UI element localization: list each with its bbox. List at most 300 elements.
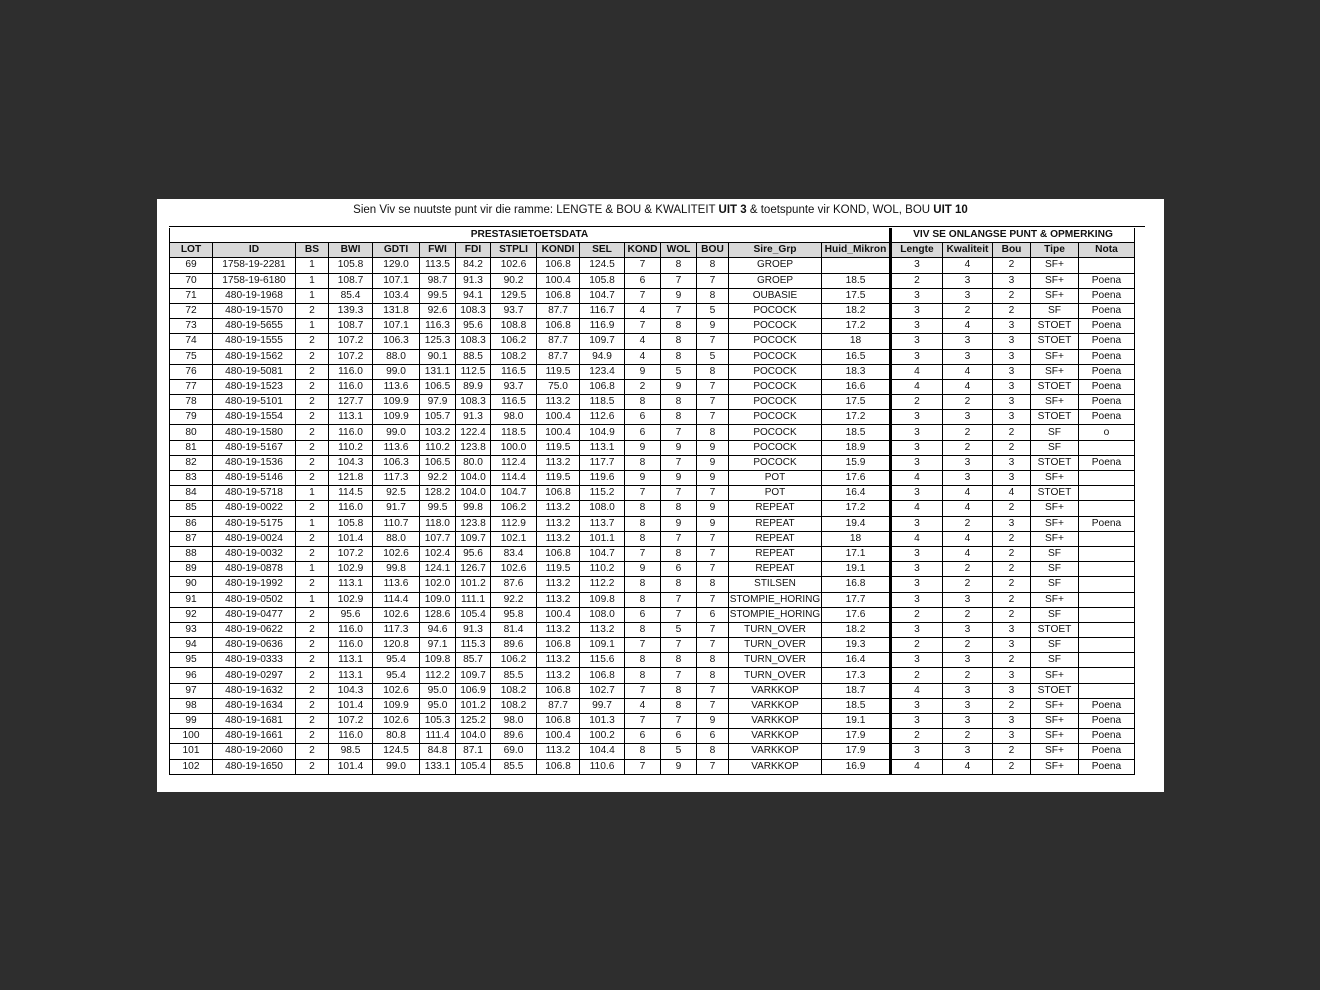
table-cell: 480-19-5081 <box>213 364 296 379</box>
table-cell: SF <box>1031 653 1079 668</box>
table-cell: 124.5 <box>580 258 625 273</box>
table-cell: 17.5 <box>822 288 891 303</box>
table-cell: 116.0 <box>329 729 373 744</box>
table-row <box>170 455 1135 470</box>
table-cell: Poena <box>1079 714 1135 729</box>
table-cell: 89.6 <box>491 638 537 653</box>
column-header: Sire_Grp <box>729 243 822 258</box>
table-cell: 113.2 <box>537 744 580 759</box>
table-cell: 7 <box>661 531 697 546</box>
table-cell <box>1079 562 1135 577</box>
table-cell: 107.1 <box>373 319 420 334</box>
table-cell: 3 <box>993 516 1031 531</box>
table-cell: POCOCK <box>729 303 822 318</box>
table-cell: 8 <box>625 395 661 410</box>
table-cell: 480-19-1523 <box>213 379 296 394</box>
table-cell: 4 <box>943 258 993 273</box>
table-cell: 110.6 <box>580 759 625 774</box>
table-cell: 4 <box>891 379 943 394</box>
table-cell: SF <box>1031 638 1079 653</box>
table-cell: 4 <box>891 471 943 486</box>
table-cell: 113.2 <box>537 531 580 546</box>
table-cell: STOET <box>1031 455 1079 470</box>
table-cell: 480-19-0622 <box>213 622 296 637</box>
table-cell: 113.2 <box>537 622 580 637</box>
table-cell: 2 <box>296 638 329 653</box>
column-header: Bou <box>993 243 1031 258</box>
table-cell: 2 <box>943 638 993 653</box>
table-cell: 104.0 <box>456 729 491 744</box>
table-cell: 2 <box>296 455 329 470</box>
sheet-heading <box>157 204 1164 216</box>
column-header: LOT <box>170 243 213 258</box>
table-cell: 480-19-5655 <box>213 319 296 334</box>
table-cell: 3 <box>891 516 943 531</box>
table-cell: 8 <box>661 653 697 668</box>
table-cell: 16.4 <box>822 486 891 501</box>
table-cell: 104.7 <box>580 288 625 303</box>
table-cell: 124.5 <box>373 744 420 759</box>
table-cell: STOET <box>1031 410 1079 425</box>
table-cell: 8 <box>625 592 661 607</box>
table-row <box>170 334 1135 349</box>
table-cell: 3 <box>943 714 993 729</box>
table-cell: 106.8 <box>537 714 580 729</box>
table-cell: 125.2 <box>456 714 491 729</box>
table-row <box>170 577 1135 592</box>
table-cell: 1 <box>296 516 329 531</box>
table-cell: 104.0 <box>456 471 491 486</box>
table-cell: SF+ <box>1031 471 1079 486</box>
table-cell: 108.0 <box>580 607 625 622</box>
table-cell: 480-19-5175 <box>213 516 296 531</box>
table-cell: 113.2 <box>537 653 580 668</box>
table-cell: 131.1 <box>420 364 456 379</box>
table-cell: 95.8 <box>491 607 537 622</box>
table-cell: 9 <box>697 714 729 729</box>
table-cell: 107.7 <box>420 531 456 546</box>
table-cell <box>1079 258 1135 273</box>
table-cell: POCOCK <box>729 425 822 440</box>
table-cell: 7 <box>697 759 729 774</box>
table-cell: 100 <box>170 729 213 744</box>
table-cell: 107.2 <box>329 349 373 364</box>
table-cell: 1 <box>296 273 329 288</box>
table-cell: 70 <box>170 273 213 288</box>
table-cell: 1758-19-6180 <box>213 273 296 288</box>
table-cell: 2 <box>296 379 329 394</box>
table-cell: 480-19-0333 <box>213 653 296 668</box>
table-cell: 2 <box>943 440 993 455</box>
table-cell: 69 <box>170 258 213 273</box>
table-cell: 81 <box>170 440 213 455</box>
table-row <box>170 440 1135 455</box>
table-cell: 101.4 <box>329 698 373 713</box>
table-cell: 133.1 <box>420 759 456 774</box>
table-cell: 480-19-1661 <box>213 729 296 744</box>
table-cell: SF+ <box>1031 516 1079 531</box>
table-cell: 5 <box>697 303 729 318</box>
table-cell: 9 <box>661 379 697 394</box>
table-cell: 8 <box>661 258 697 273</box>
table-body <box>170 258 1135 774</box>
table-cell: 98 <box>170 698 213 713</box>
table-cell: SF+ <box>1031 668 1079 683</box>
table-cell: 129.0 <box>373 258 420 273</box>
table-cell: SF+ <box>1031 258 1079 273</box>
heading-text-2: & toetspunte vir KOND, WOL, BOU <box>746 204 934 216</box>
table-cell: 3 <box>993 729 1031 744</box>
table-row <box>170 683 1135 698</box>
table-cell: 4 <box>891 501 943 516</box>
table-cell: TURN_OVER <box>729 668 822 683</box>
heading-bold-1: UIT 3 <box>718 204 747 216</box>
table-cell: 2 <box>296 349 329 364</box>
table-cell: 106.3 <box>373 455 420 470</box>
table-cell: 480-19-0878 <box>213 562 296 577</box>
table-cell: 116.5 <box>491 364 537 379</box>
table-cell: 84.8 <box>420 744 456 759</box>
table-cell: 91.3 <box>456 273 491 288</box>
table-cell: 98.5 <box>329 744 373 759</box>
table-cell: 94.6 <box>420 622 456 637</box>
table-cell: 116.0 <box>329 638 373 653</box>
table-cell: VARKKOP <box>729 744 822 759</box>
table-cell: 2 <box>993 425 1031 440</box>
table-cell: 100.2 <box>580 729 625 744</box>
table-cell: 108.2 <box>491 698 537 713</box>
table-cell: 116.5 <box>491 395 537 410</box>
table-row <box>170 319 1135 334</box>
table-cell: 2 <box>625 379 661 394</box>
table-cell: SF <box>1031 546 1079 561</box>
table-cell: 118.5 <box>580 395 625 410</box>
table-cell: 9 <box>661 440 697 455</box>
table-cell: 4 <box>943 546 993 561</box>
table-cell: 112.2 <box>580 577 625 592</box>
table-cell: 113.6 <box>373 577 420 592</box>
table-cell: 480-19-0502 <box>213 592 296 607</box>
table-cell: 5 <box>697 349 729 364</box>
table-row <box>170 562 1135 577</box>
table-cell: 102.9 <box>329 592 373 607</box>
table-cell: 104.9 <box>580 425 625 440</box>
table-cell <box>1079 668 1135 683</box>
table-cell: 17.9 <box>822 729 891 744</box>
table-cell: REPEAT <box>729 501 822 516</box>
table-cell: 113.2 <box>537 395 580 410</box>
table-cell: 89.6 <box>491 729 537 744</box>
table-cell <box>1079 622 1135 637</box>
table-cell: 106.8 <box>537 288 580 303</box>
table-cell: 106.8 <box>537 638 580 653</box>
table-cell: 480-19-1992 <box>213 577 296 592</box>
table-cell: 95.6 <box>456 319 491 334</box>
table-cell: 8 <box>625 455 661 470</box>
table-cell: 480-19-0032 <box>213 546 296 561</box>
table-cell: Poena <box>1079 319 1135 334</box>
table-cell: 127.7 <box>329 395 373 410</box>
table-row <box>170 638 1135 653</box>
table-cell: 15.9 <box>822 455 891 470</box>
table-cell: 69.0 <box>491 744 537 759</box>
table-cell: 117.3 <box>373 471 420 486</box>
table-cell: 93 <box>170 622 213 637</box>
table-cell: 119.5 <box>537 562 580 577</box>
table-cell: 7 <box>661 638 697 653</box>
table-cell: 17.6 <box>822 471 891 486</box>
table-cell: 5 <box>661 744 697 759</box>
table-cell: 123.8 <box>456 516 491 531</box>
table-cell: 109.8 <box>420 653 456 668</box>
table-cell: SF+ <box>1031 729 1079 744</box>
table-cell: 100.4 <box>537 273 580 288</box>
table-cell: 16.8 <box>822 577 891 592</box>
table-cell: 106.8 <box>537 759 580 774</box>
table-cell: 9 <box>625 440 661 455</box>
table-cell: 102 <box>170 759 213 774</box>
table-cell: 7 <box>697 638 729 653</box>
table-cell: 480-19-0024 <box>213 531 296 546</box>
table-cell: 100.4 <box>537 729 580 744</box>
table-cell: 95.4 <box>373 653 420 668</box>
table-row <box>170 653 1135 668</box>
table-cell: POCOCK <box>729 364 822 379</box>
table-cell: 480-19-1536 <box>213 455 296 470</box>
table-cell: 9 <box>697 455 729 470</box>
table-cell: 480-19-1554 <box>213 410 296 425</box>
table-cell: 7 <box>625 546 661 561</box>
table-cell: 8 <box>697 653 729 668</box>
table-cell: REPEAT <box>729 546 822 561</box>
table-cell: 87.7 <box>537 303 580 318</box>
table-cell: 8 <box>625 531 661 546</box>
table-cell: 98.0 <box>491 410 537 425</box>
table-cell: 7 <box>697 410 729 425</box>
table-cell: 3 <box>943 622 993 637</box>
table-cell: 7 <box>697 486 729 501</box>
table-cell <box>1079 546 1135 561</box>
table-cell: 104.0 <box>456 486 491 501</box>
table-cell: 101.1 <box>580 531 625 546</box>
table-cell: 4 <box>943 531 993 546</box>
table-cell: REPEAT <box>729 516 822 531</box>
table-cell: 113.1 <box>329 668 373 683</box>
table-cell: 480-19-1968 <box>213 288 296 303</box>
table-cell: 107.2 <box>329 546 373 561</box>
table-cell: VARKKOP <box>729 698 822 713</box>
table-cell: 106.8 <box>580 668 625 683</box>
table-cell: 2 <box>296 683 329 698</box>
table-cell: 3 <box>943 698 993 713</box>
table-cell: 101.3 <box>580 714 625 729</box>
table-cell: POCOCK <box>729 410 822 425</box>
table-cell: 110.2 <box>580 562 625 577</box>
table-cell: 2 <box>296 546 329 561</box>
table-cell: POCOCK <box>729 379 822 394</box>
table-cell: 18.3 <box>822 364 891 379</box>
table-cell: 8 <box>697 425 729 440</box>
table-cell: 8 <box>661 546 697 561</box>
column-header: ID <box>213 243 296 258</box>
table-cell: 480-19-1580 <box>213 425 296 440</box>
table-cell: OUBASIE <box>729 288 822 303</box>
table-row <box>170 714 1135 729</box>
table-cell: 480-19-2060 <box>213 744 296 759</box>
table-cell: 109.9 <box>373 395 420 410</box>
table-cell: 83.4 <box>491 546 537 561</box>
table-cell: 9 <box>625 471 661 486</box>
column-header: WOL <box>661 243 697 258</box>
column-header: Tipe <box>1031 243 1079 258</box>
table-cell: 106.5 <box>420 379 456 394</box>
table-cell: 116.9 <box>580 319 625 334</box>
table-cell: 3 <box>891 653 943 668</box>
table-row <box>170 273 1135 288</box>
table-cell: 112.6 <box>580 410 625 425</box>
table-cell: 85.7 <box>456 653 491 668</box>
table-cell: 17.5 <box>822 395 891 410</box>
table-cell: 2 <box>993 546 1031 561</box>
table-cell: 7 <box>697 379 729 394</box>
column-header: KOND <box>625 243 661 258</box>
table-cell: 98.7 <box>420 273 456 288</box>
table-cell: 106.3 <box>373 334 420 349</box>
table-cell: SF+ <box>1031 364 1079 379</box>
table-row <box>170 668 1135 683</box>
table-cell: Poena <box>1079 455 1135 470</box>
table-cell: Poena <box>1079 303 1135 318</box>
table-cell: 90.2 <box>491 273 537 288</box>
table-cell: 18 <box>822 334 891 349</box>
table-cell: 480-19-1562 <box>213 349 296 364</box>
table-cell: 2 <box>993 698 1031 713</box>
table-cell: 7 <box>625 258 661 273</box>
table-cell: 7 <box>625 288 661 303</box>
table-cell: 3 <box>891 425 943 440</box>
table-row <box>170 258 1135 273</box>
table-cell <box>1079 577 1135 592</box>
table-cell: 8 <box>625 516 661 531</box>
table-row <box>170 531 1135 546</box>
table-cell: 139.3 <box>329 303 373 318</box>
table-cell: 480-19-0297 <box>213 668 296 683</box>
table-cell: 480-19-1632 <box>213 683 296 698</box>
table-cell: 6 <box>625 273 661 288</box>
table-cell: 7 <box>661 455 697 470</box>
table-cell: 93.7 <box>491 303 537 318</box>
table-cell: 2 <box>296 714 329 729</box>
table-cell: 3 <box>993 349 1031 364</box>
table-cell: 122.4 <box>456 425 491 440</box>
table-cell: 18.2 <box>822 622 891 637</box>
table-cell: 2 <box>993 440 1031 455</box>
table-cell: 3 <box>993 364 1031 379</box>
table-cell: 4 <box>891 531 943 546</box>
table-cell: 16.4 <box>822 653 891 668</box>
table-cell: 4 <box>625 698 661 713</box>
table-cell: 97 <box>170 683 213 698</box>
table-cell: STILSEN <box>729 577 822 592</box>
table-cell <box>1079 607 1135 622</box>
table-cell: 7 <box>697 546 729 561</box>
table-cell: 97.1 <box>420 638 456 653</box>
table-cell: 17.3 <box>822 668 891 683</box>
column-header: Kwaliteit <box>943 243 993 258</box>
table-cell: 8 <box>625 501 661 516</box>
table-cell: 2 <box>943 395 993 410</box>
table-cell: 3 <box>943 349 993 364</box>
table-cell: 4 <box>943 379 993 394</box>
table-cell: 9 <box>697 319 729 334</box>
table-cell: SF <box>1031 425 1079 440</box>
table-cell: Poena <box>1079 379 1135 394</box>
table-cell: 4 <box>625 334 661 349</box>
table-cell: 113.2 <box>537 668 580 683</box>
table-cell: 6 <box>625 729 661 744</box>
table-cell: 105.3 <box>420 714 456 729</box>
table-cell: 4 <box>943 364 993 379</box>
column-header: BWI <box>329 243 373 258</box>
table-cell: 2 <box>891 607 943 622</box>
table-cell: 79 <box>170 410 213 425</box>
table-cell: 101.4 <box>329 531 373 546</box>
table-cell: 7 <box>661 714 697 729</box>
table-cell: 3 <box>943 683 993 698</box>
table-cell: 3 <box>993 471 1031 486</box>
table-cell: 108.8 <box>491 319 537 334</box>
table-cell: SF+ <box>1031 698 1079 713</box>
table-cell: 6 <box>697 729 729 744</box>
table-cell: 8 <box>661 501 697 516</box>
table-row <box>170 364 1135 379</box>
table-cell: 480-19-5101 <box>213 395 296 410</box>
table-cell: 113.2 <box>537 455 580 470</box>
table-cell: REPEAT <box>729 531 822 546</box>
column-header: SEL <box>580 243 625 258</box>
table-cell: 480-19-5146 <box>213 471 296 486</box>
table-cell: 72 <box>170 303 213 318</box>
table-cell <box>1079 592 1135 607</box>
table-cell: 95.6 <box>329 607 373 622</box>
table-cell: 2 <box>891 638 943 653</box>
table-cell: 118.5 <box>491 425 537 440</box>
table-cell: 94.1 <box>456 288 491 303</box>
column-header-row <box>170 243 1135 258</box>
table-cell: 105.8 <box>329 516 373 531</box>
table-cell: 7 <box>697 592 729 607</box>
table-cell: 17.1 <box>822 546 891 561</box>
table-cell: 106.2 <box>491 501 537 516</box>
table-cell: 116.7 <box>580 303 625 318</box>
table-cell: 3 <box>943 653 993 668</box>
table-cell: POCOCK <box>729 349 822 364</box>
table-cell: 3 <box>943 273 993 288</box>
table-cell: 92.6 <box>420 303 456 318</box>
table-cell: 92 <box>170 607 213 622</box>
table-cell: 6 <box>697 607 729 622</box>
table-cell: VARKKOP <box>729 714 822 729</box>
table-cell: 108.2 <box>491 349 537 364</box>
table-cell: 106.5 <box>420 455 456 470</box>
table-cell: 102.6 <box>373 683 420 698</box>
table-cell: 106.2 <box>491 653 537 668</box>
table-cell: 3 <box>891 714 943 729</box>
table-cell: 2 <box>993 577 1031 592</box>
table-cell: 96 <box>170 668 213 683</box>
table-cell: 2 <box>296 303 329 318</box>
table-cell: 93.7 <box>491 379 537 394</box>
